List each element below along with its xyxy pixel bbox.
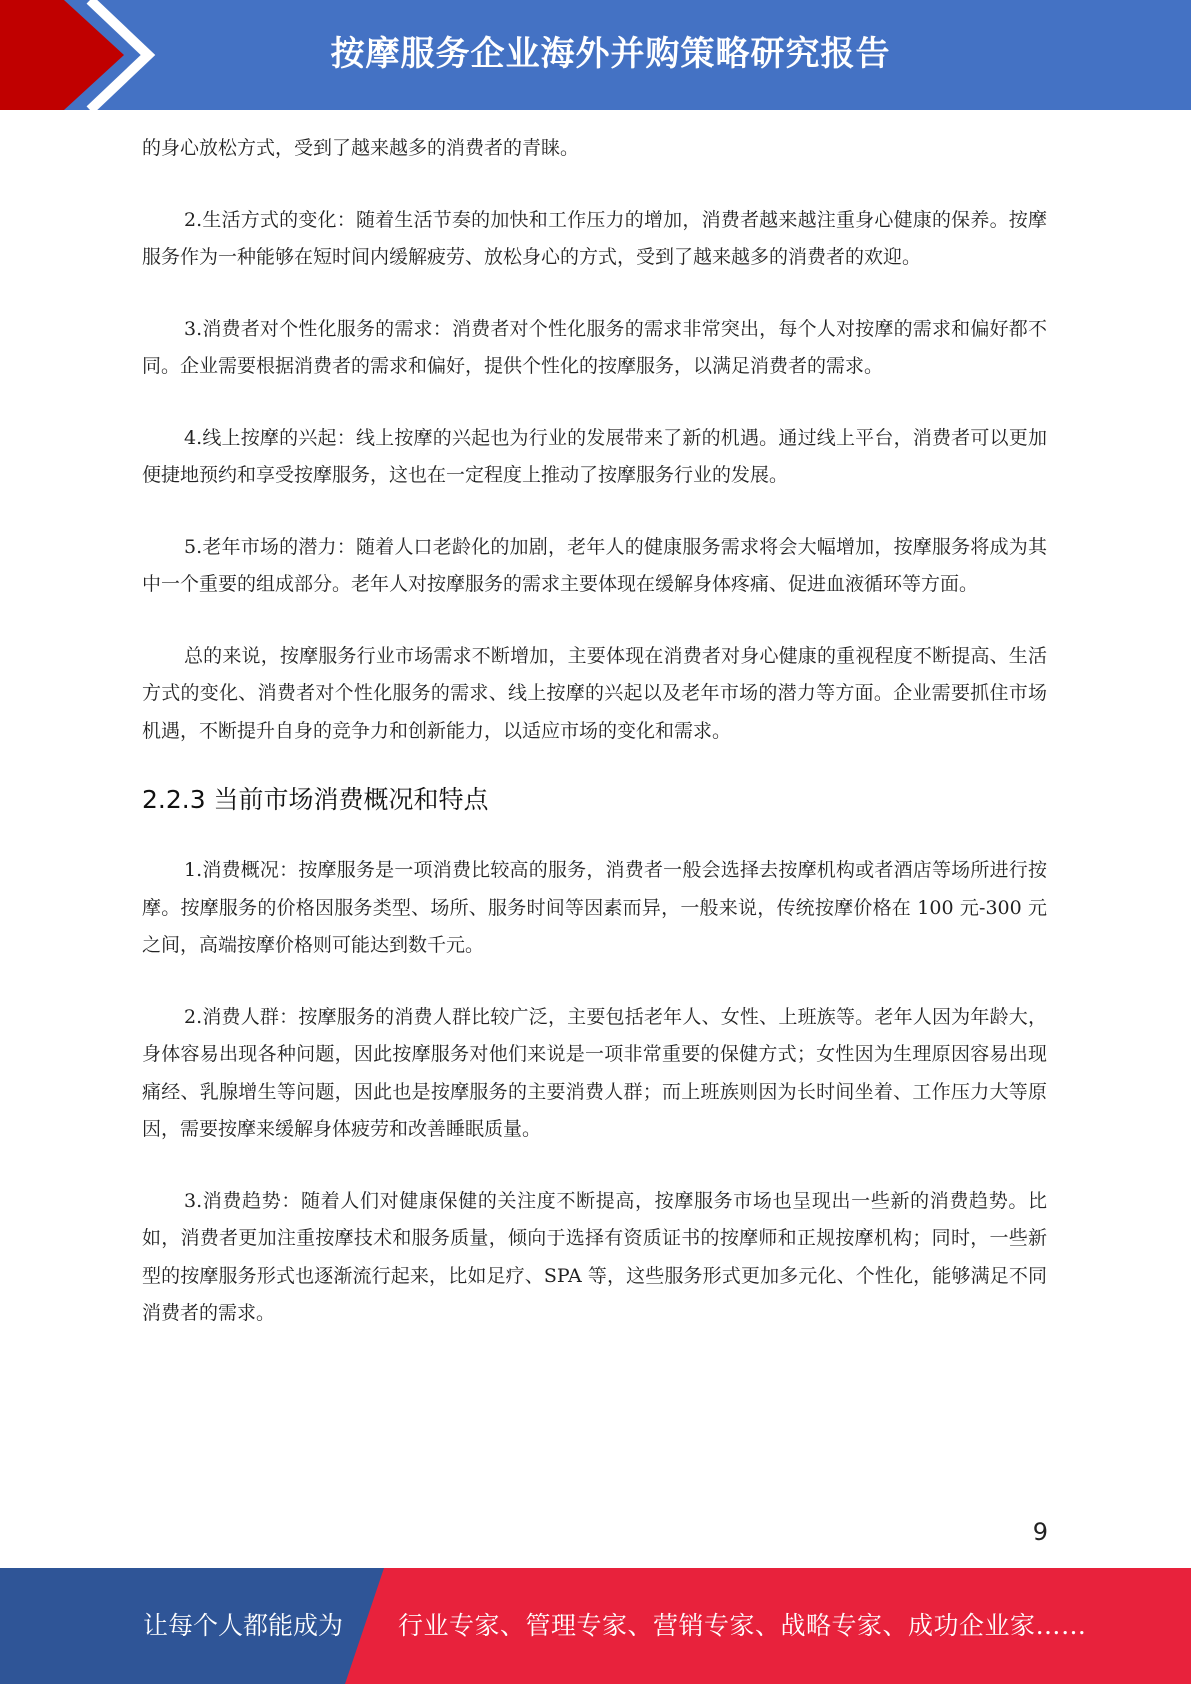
paragraph: 的身心放松方式，受到了越来越多的消费者的青睐。 [142, 137, 580, 159]
footer-slogan-right: 行业专家、管理专家、营销专家、战略专家、成功企业家…… [398, 1611, 1087, 1640]
footer-slogan-left: 让每个人都能成为 [143, 1611, 344, 1640]
paragraph: 3.消费趋势：随着人们对健康保健的关注度不断提高，按摩服务市场也呈现出一些新的消费趋势。比如，消费者更加注重按摩技术和服务质量，倾向于选择有资质证书的按摩师和正规按摩机构；同时，一些新型的按摩服务形式也逐渐流行起来，比如足疗、SPA 等，这些服务形式更加多元化、个性化，能够满足不同消费者的需求。 [142, 1189, 1047, 1324]
paragraph: 4.线上按摩的兴起：线上按摩的兴起也为行业的发展带来了新的机遇。通过线上平台，消费者可以更加便捷地预约和享受按摩服务，这也在一定程度上推动了按摩服务行业的发展。 [142, 426, 1047, 486]
paragraph: 5.老年市场的潜力：随着人口老龄化的加剧，老年人的健康服务需求将会大幅增加，按摩服务将成为其中一个重要的组成部分。老年人对按摩服务的需求主要体现在缓解身体疼痛、促进血液循环等方面。 [142, 535, 1047, 595]
paragraph: 1.消费概况：按摩服务是一项消费比较高的服务，消费者一般会选择去按摩机构或者酒店等场所进行按摩。按摩服务的价格因服务类型、场所、服务时间等因素而异，一般来说，传统按摩价格在 100 元-300 元之间，高端按摩价格则可能达到数千元。 [142, 859, 1047, 956]
document-body [142, 130, 1047, 1367]
paragraph: 2.生活方式的变化：随着生活节奏的加快和工作压力的增加，消费者越来越注重身心健康的保养。按摩服务作为一种能够在短时间内缓解疲劳、放松身心的方式，受到了越来越多的消费者的欢迎。 [142, 208, 1047, 268]
paragraphs-bottom [142, 852, 1047, 1333]
paragraph: 总的来说，按摩服务行业市场需求不断增加，主要体现在消费者对身心健康的重视程度不断提高、生活方式的变化、消费者对个性化服务的需求、线上按摩的兴起以及老年市场的潜力等方面。企业需要抓住市场机遇，不断提升自身的竞争力和创新能力，以适应市场的变化和需求。 [142, 644, 1047, 742]
paragraph: 3.消费者对个性化服务的需求：消费者对个性化服务的需求非常突出，每个人对按摩的需求和偏好都不同。企业需要根据消费者的需求和偏好，提供个性化的按摩服务，以满足消费者的需求。 [142, 317, 1047, 377]
page-footer [0, 1568, 1191, 1684]
page-title: 按摩服务企业海外并购策略研究报告 [330, 34, 891, 74]
section-heading: 2.2.3 当前市场消费概况和特点 [142, 785, 489, 814]
paragraphs-top [142, 130, 1047, 750]
page-header [0, 0, 1191, 110]
page-number: 9 [1032, 1518, 1048, 1546]
paragraph: 2.消费人群：按摩服务的消费人群比较广泛，主要包括老年人、女性、上班族等。老年人因为年龄大，身体容易出现各种问题，因此按摩服务对他们来说是一项非常重要的保健方式；女性因为生理原因容易出现痛经、乳腺增生等问题，因此也是按摩服务的主要消费人群；而上班族则因为长时间坐着、工作压力大等原因，需要按摩来缓解身体疲劳和改善睡眠质量。 [142, 1005, 1047, 1140]
